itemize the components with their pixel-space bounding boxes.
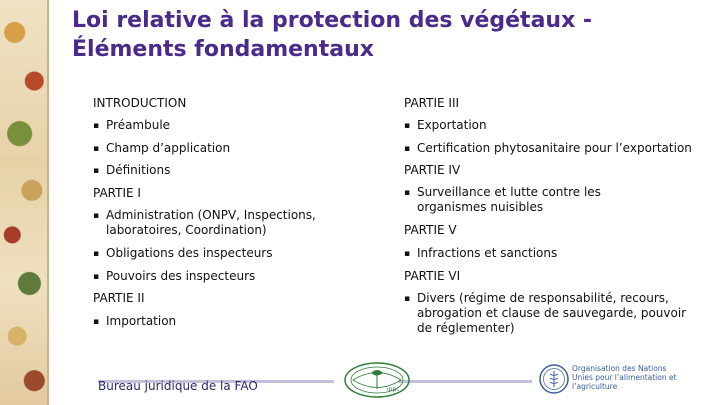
ippc-logo — [343, 361, 411, 399]
list-item: ▪ Obligations des inspecteurs — [93, 246, 273, 260]
list-item: ▪ Préambule — [93, 118, 170, 132]
decorative-botanical-band — [0, 0, 49, 405]
list-item: ▪ Certification phytosanitaire pour l’exportation — [404, 141, 707, 155]
list-item: ▪ Surveillance et lutte contre les organismes nuisibles — [404, 185, 657, 215]
footer-label: Bureau juridique de la FAO — [98, 379, 258, 393]
heading-partie-iii: PARTIE III — [404, 96, 460, 110]
heading-partie-vi: PARTIE VI — [404, 269, 461, 283]
heading-partie-v: PARTIE V — [404, 223, 457, 237]
ippc-logo-text: ippc — [387, 386, 400, 393]
list-item: ▪ Administration (ONPV, Inspections, laboratoires, Coordination) — [93, 208, 336, 238]
fao-logo — [538, 363, 570, 395]
list-item: ▪ Importation — [93, 314, 176, 328]
list-item: ▪ Champ d’application — [93, 141, 230, 155]
fao-organization-name: Organisation des Nations Unies pour l’alimentation et l’agriculture — [572, 364, 677, 391]
heading-partie-i: PARTIE I — [93, 186, 141, 200]
list-item: ▪ Pouvoirs des inspecteurs — [93, 269, 255, 283]
list-item: ▪ Définitions — [93, 163, 170, 177]
list-item: ▪ Infractions et sanctions — [404, 246, 557, 260]
list-item: ▪ Exportation — [404, 118, 487, 132]
title-line-2: Éléments fondamentaux — [72, 37, 374, 62]
list-item: ▪ Divers (régime de responsabilité, recours, abrogation et clause de sauvegarde, pouvoir de réglementer) — [404, 291, 702, 336]
heading-partie-iv: PARTIE IV — [404, 163, 461, 177]
title-line-1: Loi relative à la protection des végétaux - — [72, 8, 593, 33]
heading-introduction: INTRODUCTION — [93, 96, 187, 110]
heading-partie-ii: PARTIE II — [93, 291, 145, 305]
footer-divider-right — [398, 380, 532, 383]
slide-title — [72, 6, 692, 64]
